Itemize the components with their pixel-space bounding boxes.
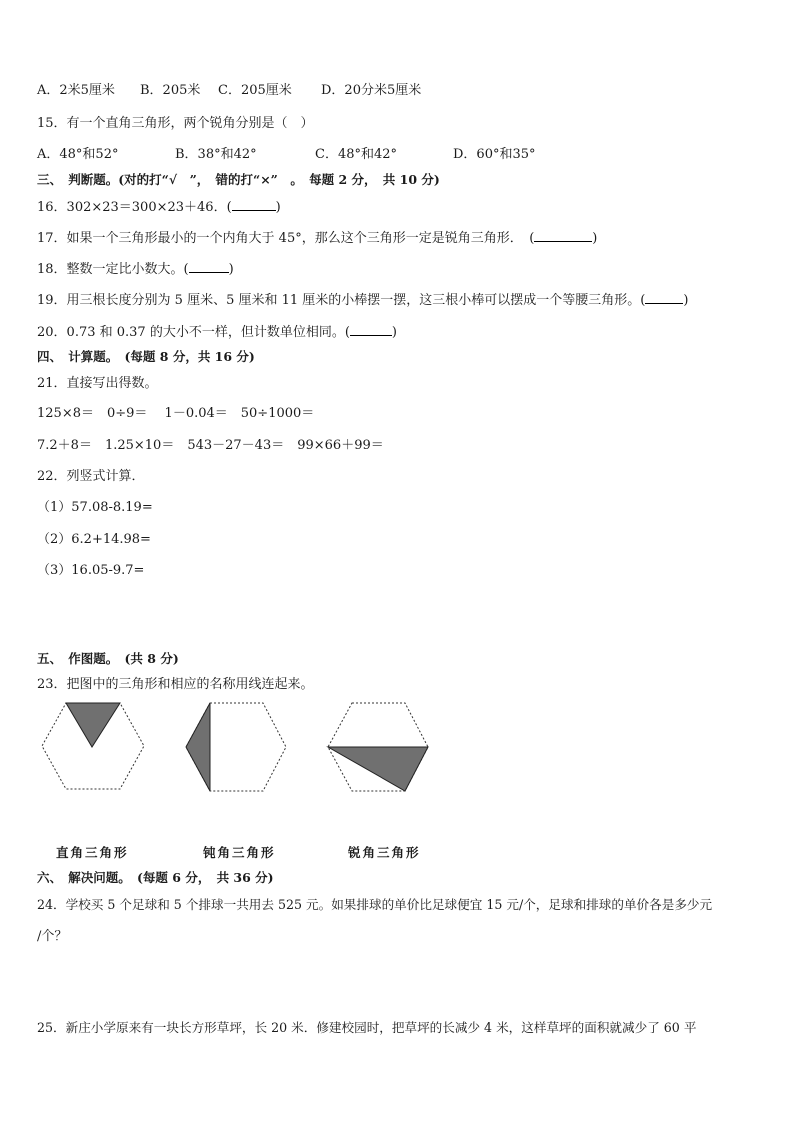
q20-question <box>37 323 397 342</box>
q19-answer-blank[interactable] <box>645 291 683 304</box>
q21-row-2: 7.2＋8＝ 1.25×10＝ 543－27－43＝ 99×66＋99＝ <box>37 438 384 453</box>
q24-line-1: 24．学校买 5 个足球和 5 个排球一共用去 525 元。如果排球的单价比足球便宜 15 元/个，足球和排球的单价各是多少元 <box>37 897 713 912</box>
q18-paren: ) <box>228 262 234 277</box>
q15-option-b: B．38°和42° <box>175 147 257 162</box>
hexagon-figure-3 <box>325 700 431 794</box>
label-right-triangle[interactable]: 直角三角形 <box>56 845 129 860</box>
q19-paren: ) <box>683 293 689 308</box>
q14-option-d: D．20分米5厘米 <box>321 83 422 98</box>
label-obtuse-triangle[interactable]: 钝角三角形 <box>203 845 276 860</box>
shaded-triangle-3 <box>328 747 428 791</box>
label-acute-triangle[interactable]: 锐角三角形 <box>348 845 421 860</box>
hexagon-figure-1 <box>40 700 148 792</box>
q16-answer-blank[interactable] <box>232 198 276 211</box>
q18-answer-blank[interactable] <box>189 260 229 273</box>
q23-question: 23．把图中的三角形和相应的名称用线连起来。 <box>37 677 314 692</box>
q15-question: 15．有一个直角三角形，两个锐角分别是（ ） <box>37 116 314 131</box>
q14-option-c: C．205厘米 <box>218 83 292 98</box>
shaded-triangle-1 <box>66 703 120 747</box>
q20-text: 20．0.73 和 0.37 的大小不一样，但计数单位相同。( <box>37 325 350 340</box>
q16-question <box>37 198 281 217</box>
q15-option-d: D．60°和35° <box>453 147 536 162</box>
q22-item-1: （1）57.08-8.19= <box>37 500 153 515</box>
q21-question: 21．直接写出得数。 <box>37 376 158 391</box>
q18-text: 18．整数一定比小数大。( <box>37 262 189 277</box>
q25-line-1: 25．新庄小学原来有一块长方形草坪，长 20 米．修建校园时，把草坪的长减少 4 米，这样草坪的面积就减少了 60 平 <box>37 1020 697 1035</box>
q15-options <box>37 146 536 164</box>
q17-answer-blank[interactable] <box>534 229 592 242</box>
q16-paren: ) <box>275 200 281 215</box>
q14-options <box>37 82 421 100</box>
q17-text: 17．如果一个三角形最小的一个内角大于 45°，那么这个三角形一定是锐角三角形． ( <box>37 231 535 246</box>
q19-question <box>37 291 688 310</box>
q14-option-a: A．2米5厘米 <box>37 83 115 98</box>
q14-option-b: B．205米 <box>140 83 201 98</box>
section-3-heading: 三、 判断题。(对的打“√ ”， 错的打“×” 。 每题 2 分， 共 10 分) <box>37 172 440 187</box>
q17-paren: ) <box>592 231 598 246</box>
shaded-triangle-2 <box>186 703 210 791</box>
q18-question <box>37 260 234 279</box>
section-4-heading: 四、 计算题。 (每题 8 分，共 16 分) <box>37 349 255 364</box>
section-6-heading: 六、 解决问题。 (每题 6 分， 共 36 分) <box>37 870 274 885</box>
section-5-heading: 五、 作图题。 (共 8 分) <box>37 651 179 666</box>
q16-text: 16．302×23＝300×23＋46．( <box>37 200 232 215</box>
q19-text: 19．用三根长度分别为 5 厘米、5 厘米和 11 厘米的小棒摆一摆，这三根小棒可以摆成一个等腰三角形。( <box>37 293 646 308</box>
q22-item-2: （2）6.2+14.98= <box>37 532 151 547</box>
q15-option-c: C．48°和42° <box>315 147 398 162</box>
q21-row-1: 125×8＝ 0÷9＝ 1－0.04＝ 50÷1000＝ <box>37 406 315 421</box>
q15-option-a: A．48°和52° <box>37 147 119 162</box>
q20-paren: ) <box>391 325 397 340</box>
q22-item-3: （3）16.05-9.7= <box>37 563 145 578</box>
hexagon-figure-2 <box>183 700 289 794</box>
q22-question: 22．列竖式计算． <box>37 469 145 484</box>
q17-question <box>37 229 597 248</box>
q20-answer-blank[interactable] <box>350 323 392 336</box>
q24-line-2: /个？ <box>37 929 68 944</box>
